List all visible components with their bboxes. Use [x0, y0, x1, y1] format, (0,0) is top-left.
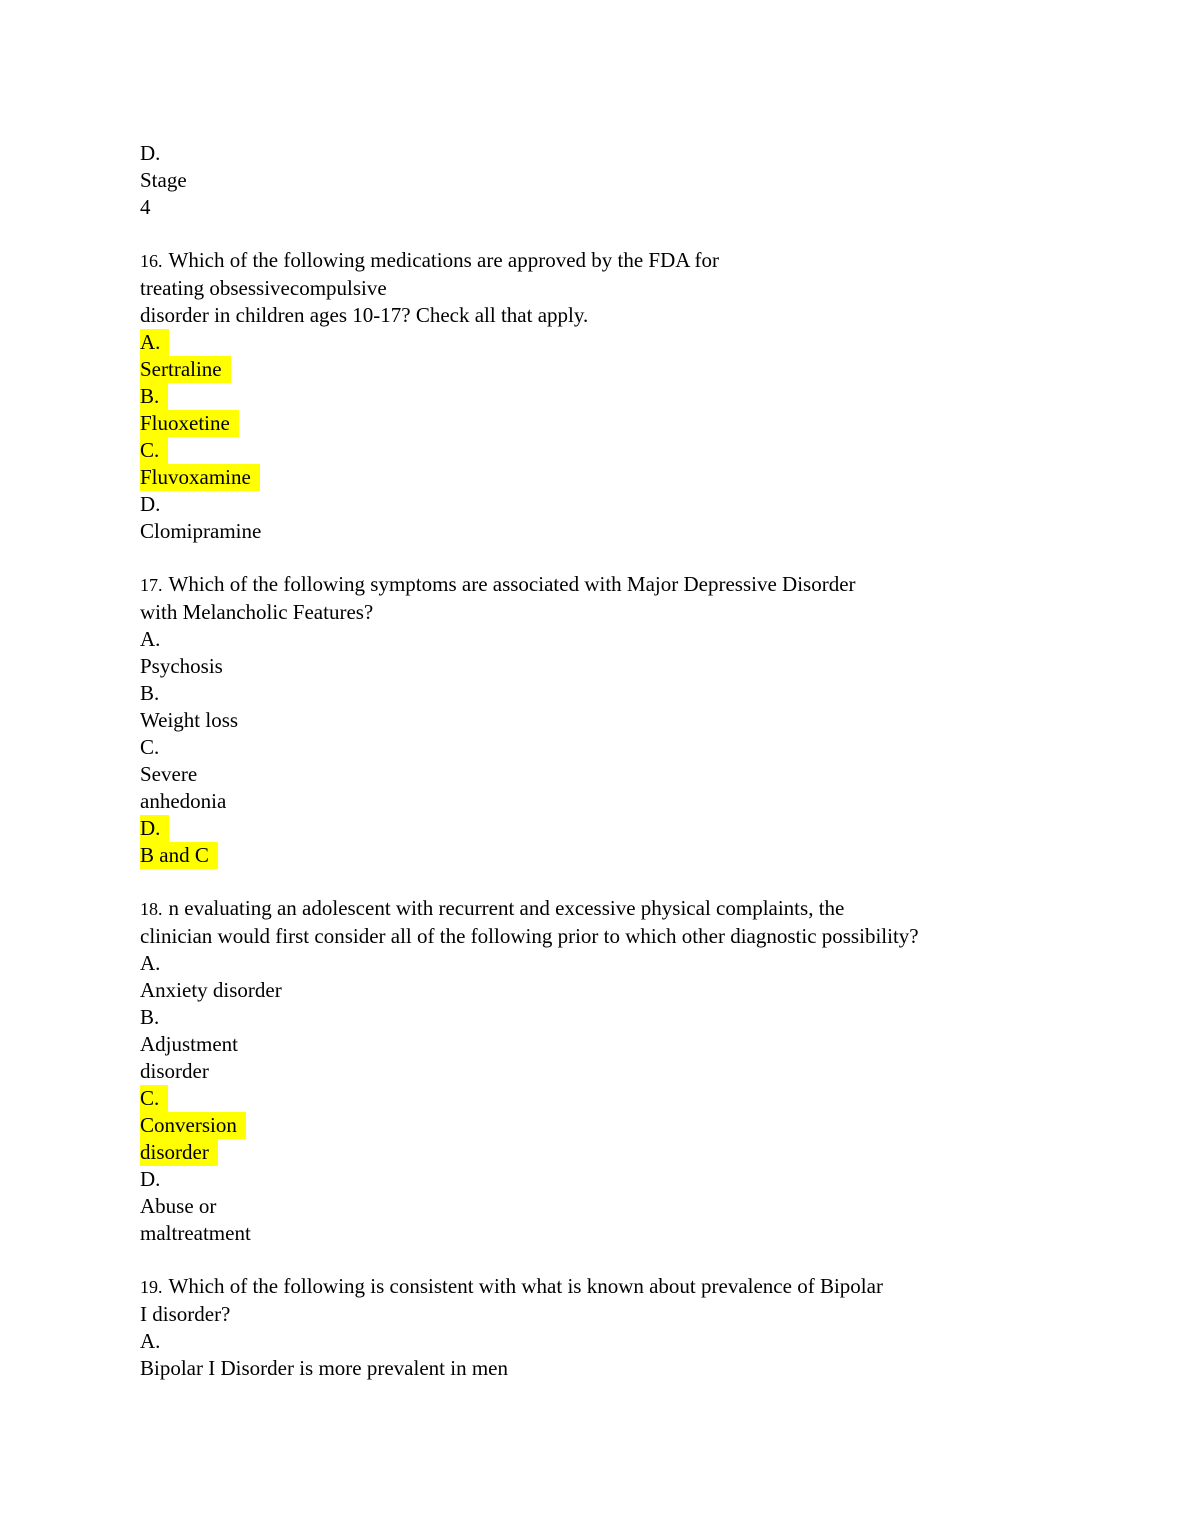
- highlighted-answer: Fluoxetine: [140, 410, 239, 437]
- highlighted-answer: B.: [140, 383, 168, 410]
- question-stem-line: with Melancholic Features?: [140, 600, 374, 624]
- option-text: maltreatment: [140, 1221, 251, 1245]
- question-16: [140, 247, 1100, 545]
- option-text: [140, 842, 1100, 869]
- option-text: Adjustment: [140, 1032, 238, 1056]
- option-letter: D.: [140, 492, 161, 516]
- question-stem-text: Which of the following is consistent with what is known about prevalence of Bipolar: [168, 1274, 883, 1298]
- option-text: [140, 464, 1100, 491]
- highlighted-answer: Sertraline: [140, 356, 231, 383]
- question-stem-line: treating obsessivecompulsive: [140, 276, 387, 300]
- highlighted-answer: Fluvoxamine: [140, 464, 260, 491]
- question-stem-line: [140, 895, 1100, 923]
- question-17: [140, 571, 1100, 869]
- option-letter: B.: [140, 681, 160, 705]
- question-stem-line: [140, 571, 1100, 599]
- option-letter: [140, 1085, 1100, 1112]
- question-15-continuation: [140, 140, 1100, 221]
- option-letter: [140, 437, 1100, 464]
- question-19: [140, 1273, 1100, 1382]
- option-text: [140, 1139, 1100, 1166]
- question-stem-text: Which of the following symptoms are associated with Major Depressive Disorder: [168, 572, 856, 596]
- option-text: [140, 410, 1100, 437]
- question-number: 16.: [140, 251, 163, 271]
- highlighted-answer: C.: [140, 1085, 168, 1112]
- option-letter: D.: [140, 141, 161, 165]
- highlighted-answer: D.: [140, 815, 169, 842]
- question-stem-line: [140, 247, 1100, 275]
- option-text: Stage: [140, 168, 187, 192]
- option-letter: A.: [140, 951, 161, 975]
- question-number: 18.: [140, 899, 163, 919]
- option-letter: D.: [140, 1167, 161, 1191]
- option-text: Psychosis: [140, 654, 223, 678]
- option-text: Anxiety disorder: [140, 978, 282, 1002]
- option-text: Clomipramine: [140, 519, 262, 543]
- question-number: 19.: [140, 1277, 163, 1297]
- highlighted-answer: disorder: [140, 1139, 218, 1166]
- option-letter: [140, 383, 1100, 410]
- option-text: [140, 356, 1100, 383]
- option-text: disorder: [140, 1059, 209, 1083]
- option-text: Abuse or: [140, 1194, 217, 1218]
- question-stem-line: [140, 1273, 1100, 1301]
- option-letter: C.: [140, 735, 160, 759]
- option-text: Severe: [140, 762, 198, 786]
- highlighted-answer: Conversion: [140, 1112, 246, 1139]
- question-stem-line: disorder in children ages 10-17? Check all that apply.: [140, 303, 589, 327]
- option-letter: A.: [140, 627, 161, 651]
- option-text: Bipolar I Disorder is more prevalent in men: [140, 1356, 508, 1380]
- option-text: anhedonia: [140, 789, 227, 813]
- question-18: [140, 895, 1100, 1247]
- option-text: Weight loss: [140, 708, 239, 732]
- question-stem-line: clinician would first consider all of the following prior to which other diagnostic possibility?: [140, 924, 919, 948]
- question-stem-line: I disorder?: [140, 1302, 231, 1326]
- option-letter: A.: [140, 1329, 161, 1353]
- question-number: 17.: [140, 575, 163, 595]
- option-letter: B.: [140, 1005, 160, 1029]
- question-stem-text: n evaluating an adolescent with recurrent and excessive physical complaints, the: [168, 896, 845, 920]
- option-letter: [140, 815, 1100, 842]
- question-stem-text: Which of the following medications are approved by the FDA for: [168, 248, 720, 272]
- highlighted-answer: A.: [140, 329, 169, 356]
- option-text: [140, 1112, 1100, 1139]
- option-letter: [140, 329, 1100, 356]
- option-text: 4: [140, 195, 151, 219]
- highlighted-answer: B and C: [140, 842, 218, 869]
- highlighted-answer: C.: [140, 437, 168, 464]
